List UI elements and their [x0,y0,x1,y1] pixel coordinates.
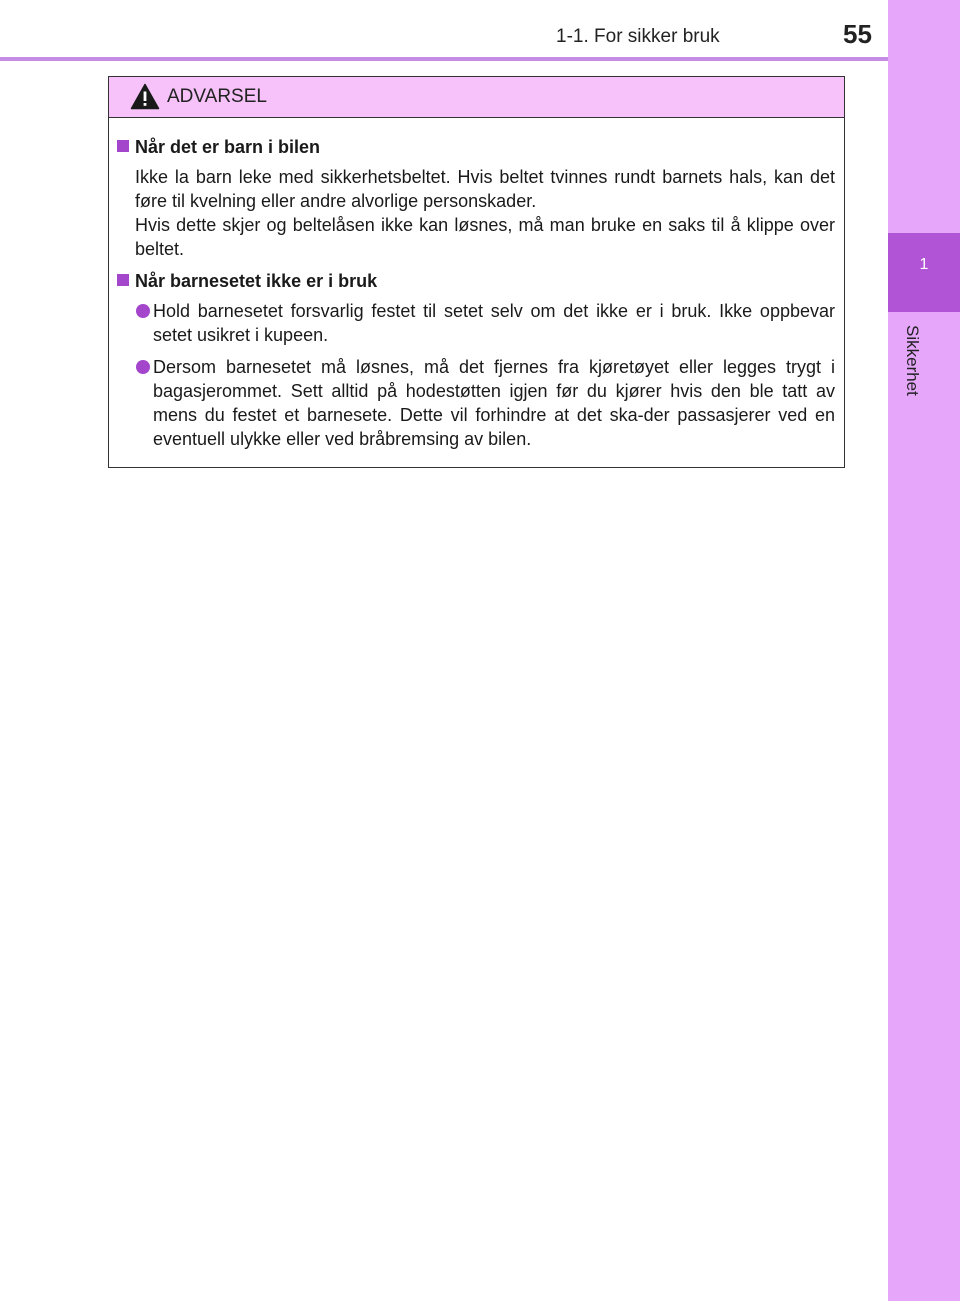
side-tab-strip [888,0,960,1301]
section-heading-children: Når det er barn i bilen [114,135,835,159]
chapter-label: Sikkerhet [903,325,922,396]
warning-body [109,118,844,451]
square-bullet-icon [117,274,129,286]
list-item: Dersom barnesetet må løsnes, må det fjernes fra kjøretøyet eller legges trygt i bagasjerommet. Sett alltid på hodestøtten igjen før du kjører hvis den ble tatt av mens du festet et barnesete. Dette vil forhindre at det ska-der passasjerer ved en eventuell ulykke eller ved bråbremsing av bilen. [114,355,835,451]
page-number: 55 [843,19,872,49]
section-title: 1-1. For sikker bruk [556,26,720,47]
chapter-number: 1 [919,256,929,273]
warning-label: ADVARSEL [167,86,267,107]
square-bullet-icon [117,140,129,152]
paragraph: Ikke la barn leke med sikkerhetsbeltet. Hvis beltet tvinnes rundt barnets hals, kan det føre til kvelning eller andre alvorlige personskader. [135,167,835,211]
warning-header [109,77,844,118]
paragraph: Hvis dette skjer og beltelåsen ikke kan løsnes, må man bruke en saks til å klippe over beltet. [135,215,835,259]
round-bullet-icon [136,304,150,318]
watermark: carmanualsonline.info [575,1258,878,1291]
round-bullet-icon [136,360,150,374]
header-divider [0,57,888,61]
warning-box [108,76,845,468]
section-heading-child-seat: Når barnesetet ikke er i bruk [114,269,835,293]
warning-triangle-icon [130,83,160,110]
list-item: Hold barnesetet forsvarlig festet til setet selv om det ikke er i bruk. Ikke oppbevar setet usikret i kupeen. [114,299,835,347]
